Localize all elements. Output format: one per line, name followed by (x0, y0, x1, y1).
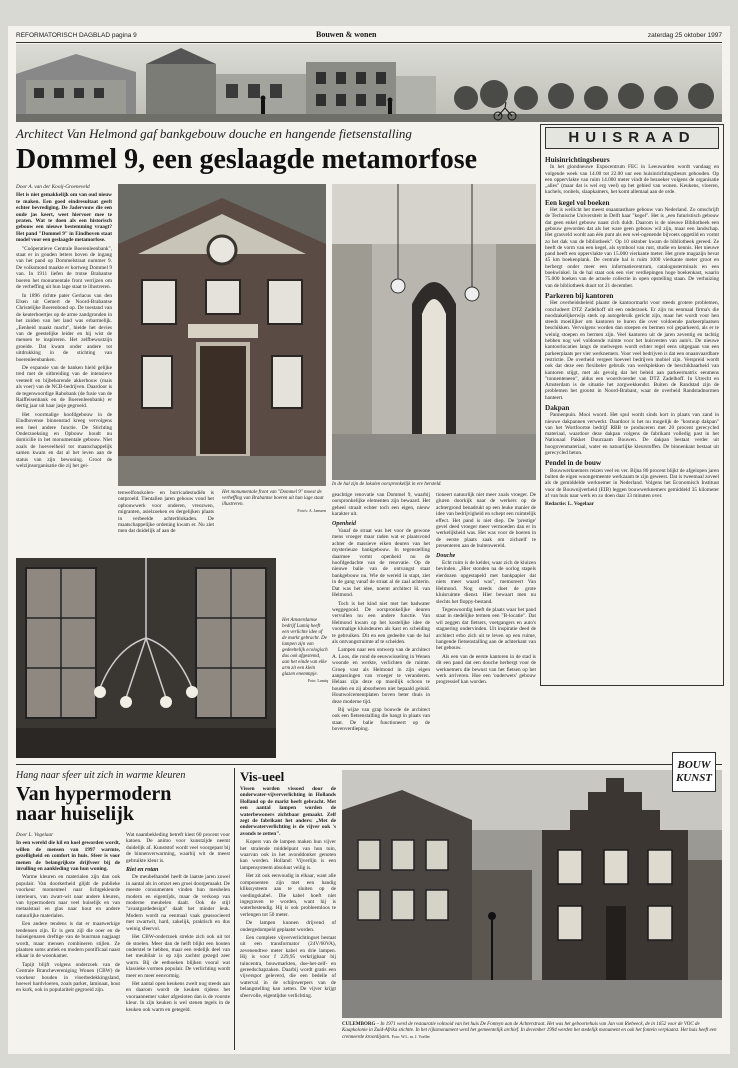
article1-paragraph: "Coöperatieve Centrale Boerenleenbank", staat er in gouden letters boven de ingang van het pand op Dommelstraat nummer 9. De volksmond maakte er kortweg Dommel 9 van. In 1911 liefen de trotse Brabantse boeren het monumentale front verrijzen om de verheffing uit hun lage staat te illustreren. (16, 245, 112, 291)
chandelier-caption-text: Het Amsterdamse bedrijf Lumiq heeft een verlichte idee of de markt gebracht. De lampen zijn van gedeeltelijk ecologisch dus ook afgestemd, aan het einde van elke arm zit een klein glazen enemmpje. (282, 618, 328, 677)
article2-column-1 (16, 832, 120, 1050)
article2-kicker: Hang naar sfeer uit zich in warme kleuren (16, 770, 186, 781)
article2-column-2 (126, 832, 230, 1050)
article1-headline: Dommel 9, een geslaagde metamorfose (16, 144, 478, 175)
article1-byline: Door A. van der Kooij-Groeneveld (16, 184, 90, 190)
section-banner-illustration (16, 44, 722, 122)
vis-paragraph: Het zit ook eenvoudig in elkaar, want alle componenten zijn met een handig klikssysteem aan te sluiten op de voedingskabel. Die kabel hoeft niet ingegraven te worden, want hij is waterbestendig. Hij is ook probleemloos te verlengen tot 50 meter. (240, 873, 336, 918)
subhead-douche: Douche (436, 552, 456, 559)
newspaper-page (8, 26, 730, 1054)
huisraad-sidebar (540, 124, 724, 686)
vis-paragraph: Kopers van de lampen maken hun vijver het stralende middelpunt van hun tuin, waarvan ook in het avonddonker genoten kan worden. Holland: Vijverlijn is een lampensysteem absoluut veilig is. (240, 839, 336, 871)
caption-lead: CULEMBORG (342, 1022, 376, 1027)
chandelier-caption-credit: Foto: Lumiq (307, 678, 328, 683)
sidebar-text: Het is wellicht het meest onaantastbare gebouw van Nederland. Zo omschrijft de Technische Universiteit in Delft haar "kegel". Het is „een futuristisch gebouw dat geen enkel gebouw naast zich duldt. Daarom is de nieuwe Bibliotheek een gebouw geworden dat als het ware geen gebouw wil zijn, maar een landschap. Het grasveld wordt aan één punt als een wel-ogenende bijvoets opgetild en vormt zo het dak van de bibliotheek". Op 10 oktober kwam de bibliotheek gereed. Ze heeft de vorm van een kegel, als symbool van rust, studie en kennis. Het nieuwe pand heeft een oppervlakte van 15.000 vierkante meter. Het grote magazijn bevat 45 km boekenplank. De centrale hal is ruim 1000 vierkante meter groot en herbergt onder meer een informatiecentrum, catalogusterminals en een boekwinkel. In de hal staat ook een vier verdiepingen hoge boekenkast, waarin 75.000 boeken van de actuele collectie in open opstelling staan. De verhuizing van de bibliotheek duurt tot 21 december. (545, 207, 719, 289)
chandelier-photo (16, 558, 276, 758)
article1-column-3 (332, 492, 430, 758)
article1-kicker: Architect Van Helmond gaf bankgebouw douche en hangende fietsenstalling (16, 126, 412, 141)
culemborg-caption (342, 1022, 722, 1041)
article1-paragraph: tioneert natuurlijk niet meer zoals vroeger. De gluren doorkijk naar de werkers op de achtergrond benadrukt op een leuke manier de idee van bedrijvigheid en schept een ruimtelijk effect. Het pand is niet diep. De 'prestige' gevel deed vroeger meer vermoeden dan er in werkelijkheid was. Het was voor de boeren in de eerste plaats zaak om zichzelf te presenteren aan de buitenwereld. (436, 492, 536, 550)
vis-paragraph: Een complete vijververlichtingset bestaat uit een transformator (24V/60VA), zevenendtwe meter kabel en drie lampen. Hij is voor f 229,95 verkrijgbaar bij tuincentra, bouwmarkten, doe-het-zelf- en gereedschapzaken. Daarbij wordt gratis een vijverspot geleverd, die een bedelle of waterval in de schijnwerpers van de belangstelling kan zetten. De vijver krijgt sfeervolle, eigentijdse verlichting. (240, 934, 336, 999)
facade-photo-caption (222, 490, 326, 514)
badge-line: BOUW (677, 759, 711, 771)
article2-paragraph: Een andere tendens is dat er maatwerkige tendensen zijn. Er is gem zijl die ooer en de huiseigenaren dreftige van de buurman nagjaagt wordt, maar mensen combineren stijlen. Ze plaatsen soms antiek en modern pontificaal naast elkaar in de woonkamer. (16, 921, 120, 960)
facade-caption-text: Het monumentale front van "Dommel 9" moest de verheffing van Brabantse boeren uit hun lage staat illustreren. (222, 490, 324, 507)
section-title: Bouwen & wonen (316, 30, 377, 39)
article2-byline: Door L. Vogelaar (16, 832, 54, 838)
article2-paragraph: De meubelhandel heeft de laatste jaren zowel in aantal als in omzet een groei doorgemaakt. De meeste consumenten vinden hun meubelen modern en eigentijds, maar de verkoop van moderne meubelen daalt. Ook de stijl "avantgardedesign" daalt het minder leuk. Modern wordt na eenmaal vaak geassocieerd met zwartwit, hard, zakelijk, praktisch en dus weinig sfeervol. (126, 874, 230, 932)
article1-column-2 (118, 490, 214, 556)
article1-paragraph: Toch is het kind niet met het badwater weggegooid. De oorspronkelijke deuren vervullen nu een andere functie. Van Helmond kwam op het kostelijke idee de voormalige kluisdeuren als kast en scheiding te gebruiken. Dit en een gedeelte van de hal als ontvangstruimte af te scheiden. (332, 600, 430, 645)
sidebar-heading: Een kegel vol boeken (545, 198, 610, 207)
sidebar-credit: Redactie: L. Vogelaar (545, 501, 594, 508)
bouwkunst-badge (672, 752, 716, 792)
article1-lead: Het is niet gemakkelijk om van oud nieuw te maken. Een goed eindresultaat geeft echter bevrediging. De Jadervouw die een oude jas keert, weet hiervoer mee te praten. Wat te doen als een historisch gebouw een nieuwe bestemming vraagt? Het pand "Dommel 9" in Eindhoven staat model voor een geslaagde metamorfose. (16, 192, 112, 244)
sidebar-heading: Dakpan (545, 403, 570, 412)
article2-headline (16, 784, 246, 824)
sidebar-body (545, 153, 719, 509)
article1-column-4 (436, 492, 536, 758)
page-date: zaterdag 25 oktober 1997 (647, 32, 722, 39)
article1-paragraph: Vanaf de straat was het voor de gewone mens vroeger maar raden wat er plaatsvond achter de massieve eiken deuren van het mysterieuze bankgebouw. In tegenstelling daarmee vormt openheid nu de hoofdgedachte van de renovatie. Op de nieuwe balie van de ontvangst staat bankgebouw nu. Wie de wereld in stapt, ziet in de gang vanaf de straat al de zaal achterin. Dat was het idee, noemt architect H. van Helmond. (332, 528, 430, 599)
badge-line: KUNST (675, 772, 713, 784)
sidebar-text: In het glondneuwe Expocentrum FEC in Leeuwarden wordt vandaag en volgende week van 14.00 tot 22.00 uur een huisinrichtingsbeurs gehouden. Op een oppervlakte van ruim 14.000 meter vindt de bezoeker volgens de organisatie „alles" (maar dat is wel erg veel) op het gebied van wonen. Keukens, vloeren, kachels, ronbels, slaapkamers, het komt allemaal aan de orde. (545, 164, 719, 196)
article2-headline-line: naar huiselijk (16, 803, 134, 825)
article2-paragraph: Tapijt blijft volgens onderzoek van de Centrale Branchevereniging Wonen (CBW) de voorkeur houden in vloerbedekkingsland, hoewel hardvloeren, zoals parket, laminaat, hout en kurk, ook in populariteit gegroeid zijn. (16, 961, 120, 994)
article1-paragraph: Lampen naar een ontwerp van de architect A. Loos, die rond de eeuwwisseling in Wenen woonde en werkte, verlichten de ruimte. Groep vast als Helmond in zijn eigen aanpassingen van vroeger te veranderen. Helaas zijn deze op moeilijk schoon te houden en zij absorberen niet bepaald geluid. Houtwolcementplaten boven beter thuis in deze moderne tijd. (332, 647, 430, 705)
facade-caption-credit: Foto's: A. Janssen (297, 508, 326, 513)
article1-paragraph: In 1896 richtte pater Gerlacus van den Elsen uit Gemert de Noord-Brabantse Christelijke Boerenbond op. De toestand van de keuterboertjes op de arme zandgronden in het zuiden van het land was erbarmelijk. „Eenheid maakt macht", hielde het devies van de geestelijke leider en hij wist de mensen te inspireren. Het zelfbewustzijn groeide. Dat kwam onder andere tot uitdrukking in de stichting van boerenleenbanken. (16, 292, 112, 363)
article1-paragraph: Het voormalige hoofdgebouw in de Eindhovense binnenstad kreeg vervolgens een heel andere functie. De Stichting Onderzoeksing en Opbouw houdt nu domicilie in het monumentale gebouw. Niet zoals de hoeveelheid tot maatschappelijk samen kwam en dat al het leven aan de status van zijn bewoning. Groot de welzijnsorganisatie die zij het gei- (16, 411, 112, 470)
bank-facade-photo (118, 184, 326, 486)
article1-column-1 (16, 184, 112, 554)
caption-text: – In 1971 werd de restauratie voltooid van het huis De Fonteyn aan de Achterstraat. Het was het geboortehuis van Jan van Riebeeck, de in 1652 voor de VOC de Kaapkolonie in Zuid-Afrika stichtte. In het rijksmonument werd het gemeentelijk archief. In december 1994 werden het stedelijk monument en ook het fontein verplaatst. Het huis heeft een crenneerde kroonlijsten. (342, 1022, 717, 1040)
page-folio: REFORMATORISCH DAGBLAD pagina 9 (16, 32, 137, 39)
column-rule (234, 768, 235, 1050)
sidebar-text: Het overheidsbeleid plaatst de kantoormarkt voor steeds grotere problemen, concludeert DTZ Zadelhoff uit een onderzoek. Er zijn nu eenmaal firma's die noodzakelijkerwijs sterk op autogebruik gericht zijn, maar het wordt voor hen steeds moeilijker om kantoren te huren die over voldoende parkeerplaatsen beschikken. Vervolgens worden dan stoepen en bermen vol geparkeerd, als er te weinig stoepen en bermen zijn. Veel kantoren uit de jaren zeventig en tachtig hebben nog wel voldoende ruimte voor het huisvesten van auto's. De nieuwe kantoorlocaties langs de snelwegen wordt echter regel eens uitgegaan van een parkeerplaats per vier werknemers. Voor veel bedrijven is dat een onaanvaardbare restrictie. De overheid vergeet hoeveel bedrijven mobiel zijn. Verspreid wordt ook dat deze een flexibeler gebruik van werkplekken de beschikbaarheid van kantoren stijgt, met als gevolg dat het beleid aan parkeermatrix eenmens "tonnenteneen", aldus een woordvoerder van DTZ Zadelhoff. In Utrecht en Amsterdam is de situatie het zorgwekkendst. Buiten de Randstad zijn de problemen het grootst in Noord-Brabant, waar de overheid Randstadnormen hanteert. (545, 300, 719, 401)
interior-hall-photo (332, 184, 536, 480)
vis-paragraph: De lampen kunnen drijvend of ondergedompeld geplaatst worden. (240, 920, 336, 933)
caption-credit: Foto: W.L. m. J. Voeller (391, 1034, 430, 1039)
interior-photo-caption: In de hal zijn de lokalen oorspronkelijk in ere hersteld. (332, 482, 442, 487)
sidebar-heading: Huisinrichtingsbeurs (545, 156, 610, 164)
sidebar-text: Bouwwerknemers reizen veel en ver. Bijna 80 procent blijkt de afgelopen jaren buiten de eigen woongemeente werkzaam te zijn geweest. Dat is tweemaal zoveel als de gemiddelde werknemer in Nederland. Volgens het Economisch Instituut voor de Bouwnijverheid (EIB) leggen bouwwerknemers gemiddeld 35 kilometer af van huis naar werk en zo doen daar 33 minuten over. (545, 467, 719, 499)
article2-headline-line: Van hypermodern (16, 783, 172, 805)
article1-paragraph: geachtige renovatie van Dommel 9, waarbij oorspronkelijke elementen zijn bewaard. Het geheel straalt echter toch een eigen, nieuw karakter uit. (332, 492, 430, 518)
article2-paragraph: Het CBW-onderzoek strekte zich ook uit tot de stoelen. Meer dan de helft blijkt een houten onderstel te hebben, maar een redelijk deel van het meubilair is op zijn zachtst gezegd zeer warm. Bij de eethoeken blijken vooral wat klassieke vormen populair. De verlichting wordt meer en meer eenvormig. (126, 934, 230, 979)
culemborg-house-photo (342, 770, 722, 1018)
article1-paragraph: tenwelfonskolen- en burricadestudiën is ontproeld. Tientallen jaren gebouw vond het opbouwwerk voor onderen, vreozwen, migranten, asielzoeken en dergelijken plaats in verbeelde achterblokaden. De maatschappelijke ordening kwam er. Nu ziet men dat duidelijk af aan de (118, 490, 214, 535)
subhead-riet-rotan: Riet en rotan (126, 867, 159, 874)
page-header (16, 30, 722, 43)
article1-paragraph: Bij wijze van grap bouwde de architect ook een fietsenstalling die hangt in plaats van staat. De balie functioneert op de bovenverdieping. (332, 707, 430, 733)
article2-lead: In een wereld die kil en koel geworden wordt, willen de mensen van 1997 warmte, gezelligheid en comfort in huis. Sfeer is voor menen de belangrijkste drijfveer bij de invulling en aankleding van hun woning. (16, 840, 120, 873)
sidebar-text: Pannenpuin. Mooi woord. Het spul wordt sinds kort in plaats van zand in nieuwe dakpannen verwerkt. Daardoor is het nu mogelijk de "kostuup dakpan" van het Wortfoortse bedrijf RBB te produceren met 20 procent gerecycled materiaal, waardoor deze dakpan volgens de fabrikant volledig past in het Nationaal Pakket Duurzaam Bouwen. De dakpan bestaat verder uit hoogovenmateriaal, water en natuurlijke kleurstoffen. De binnenkant bestaat uit gerecycled beton. (545, 412, 719, 457)
sidebar-heading: Parkeren bij kantoren (545, 291, 614, 300)
article1-paragraph: De expansie van de banken hield gelijke tred met de uitbreiding van de intensieve veeteelt en bijbehorende akkerbouw (mais als voer) van de NCB-bedrijven. Daardoor is de tegenwoordige Rabobank (de fusie van de Raiffeisenbank en de Boerenleenbank) er dertig jaar uit haar jasje gegroeid. (16, 364, 112, 410)
vis-headline: Vis-ueel (240, 769, 285, 784)
article1-paragraph: Echt ruim is de kelder, waar zich de kluizen bevinden. „Hier stonden na de oorlog stapels eierdozen opgestapeld met bankpapier dat niets meer waard was", memoreert Van Helmond. Nog steeds doet de grote kluisruimte dienst. Hier bewaart men nu slechts het floppy-bestand. (436, 560, 536, 605)
sidebar-title: HUISRAAD (545, 127, 719, 149)
article1-paragraph: Als een van de eerste kantoren in de stad is dit een pand dat een douche herbergt voor de werknemers die bewust van het fietsen op het werk arriveren. Hoe een 'ouderwets' gebouw progressief kan worden. (436, 653, 536, 686)
vis-lead: Vissen worden vissoed door de onderwater-vijververlichting in Hollands Holland op de markt heeft gebracht. Met een aantal lampen worden de waterbewoners zichtbaar gemaakt. Zelf zegt de fabrikant het anders: „Met de onderwaterverlichting is de vijver ook 's avonds te zetten". (240, 786, 336, 837)
section-divider (16, 764, 722, 765)
article2-paragraph: Wat naambekleding betreft kiest 60 procent voor katoen. De animo voor kunstzijde neemt duidelijk af. Kunststof wordt veel voorgepast bij de binnenverwarming, waarbij wit de meest gebruikte kleur is. (126, 832, 230, 864)
vis-column (240, 786, 336, 1050)
article2-paragraph: Het aantal open keukens zwelt nog steeds aan en daarom wordt de keuken tijdens het vooraannemer vaker afgesloten dan is de voorste kleur. In zijn keuken is wel stenen tegels in de keuken ook warm en getegeld. (126, 980, 230, 1013)
chandelier-caption (282, 618, 328, 684)
sidebar-heading: Pendel in de bouw (545, 459, 602, 468)
article1-paragraph: Tegenwoordig heeft de plaats waar het pand staat in stedelijke termen een "B-locatie". Dat wil zeggen dat fietsers, voetgangers en auto's stagnering ondervinden. Uit inspiratie deed de architect erbo zich uit te leven op een ruime, hangende fietsenstalling aan de achterkant van het gebouw. (436, 606, 536, 652)
subhead-openheid: Openheid (332, 520, 356, 527)
article2-paragraph: Warme kleuren en materialen zijn dan ook populair. Van doorkerheid glijdt de publieke voorkeur momenteel naar lichtgekleurde interieurs, van zwart-wit naar andere kleuren, van hypermodern naar veel huiselijk en van metaalstaal en glas naar hout en andere natuurlijke materialen. (16, 874, 120, 919)
